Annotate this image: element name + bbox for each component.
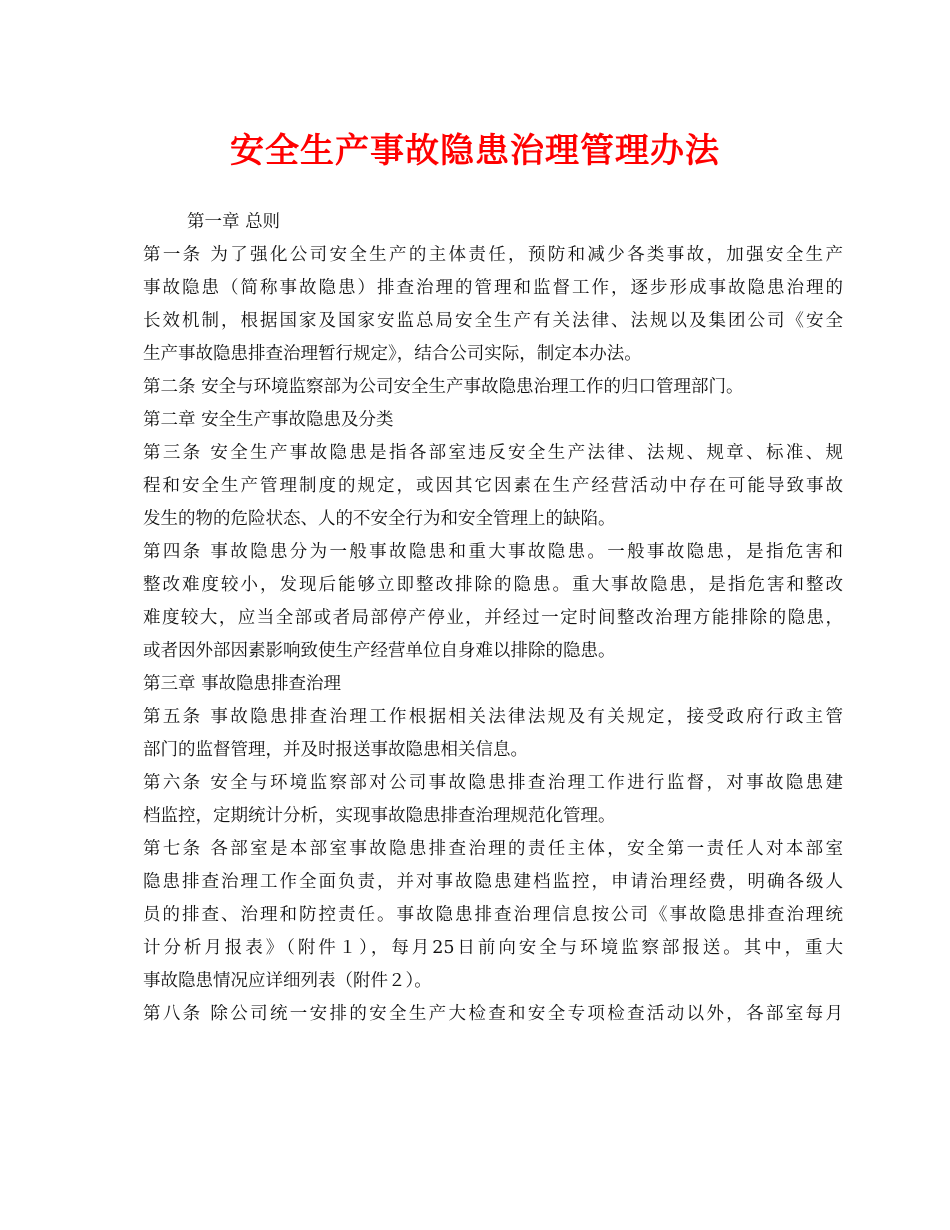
body-line: 整改难度较小，发现后能够立即整改排除的隐患。重大事故隐患，是指危害和整改 <box>143 575 843 595</box>
body-line: 第三章 事故隐患排查治理 <box>143 674 342 694</box>
body-line: 档监控，定期统计分析，实现事故隐患排查治理规范化管理。 <box>143 806 616 826</box>
body-line: 事故隐患情况应详细列表（附件２）。 <box>143 971 432 991</box>
body-line: 第二章 安全生产事故隐患及分类 <box>143 410 394 430</box>
body-line: 难度较大，应当全部或者局部停产停业，并经过一定时间整改治理方能排除的隐患， <box>143 608 843 628</box>
body-line: 员的排查、治理和防控责任。事故隐患排查治理信息按公司《事故隐患排查治理统 <box>143 905 843 925</box>
chapter-heading: 第一章 总则 <box>187 212 281 232</box>
body-line: 第四条 事故隐患分为一般事故隐患和重大事故隐患。一般事故隐患，是指危害和 <box>143 542 843 562</box>
body-line: 计分析月报表》（附件１），每月25日前向安全与环境监察部报送。其中，重大 <box>143 938 843 958</box>
body-line: 长效机制，根据国家及国家安监总局安全生产有关法律、法规以及集团公司《安全 <box>143 311 843 331</box>
body-line: 第二条 安全与环境监察部为公司安全生产事故隐患治理工作的归口管理部门。 <box>143 377 744 397</box>
body-line: 第五条 事故隐患排查治理工作根据相关法律法规及有关规定，接受政府行政主管 <box>143 707 843 727</box>
body-line: 第六条 安全与环境监察部对公司事故隐患排查治理工作进行监督，对事故隐患建 <box>143 773 843 793</box>
body-line: 第八条 除公司统一安排的安全生产大检查和安全专项检查活动以外，各部室每月 <box>143 1004 843 1024</box>
body-line: 或者因外部因素影响致使生产经营单位自身难以排除的隐患。 <box>143 641 616 661</box>
body-line: 程和安全生产管理制度的规定，或因其它因素在生产经营活动中存在可能导致事故 <box>143 476 843 496</box>
body-line: 部门的监督管理，并及时报送事故隐患相关信息。 <box>143 740 528 760</box>
body-line: 生产事故隐患排查治理暂行规定》，结合公司实际，制定本办法。 <box>143 344 642 364</box>
body-line: 隐患排查治理工作全面负责，并对事故隐患建档监控，申请治理经费，明确各级人 <box>143 872 843 892</box>
document-title: 安全生产事故隐患治理管理办法 <box>230 131 720 171</box>
body-line: 第七条 各部室是本部室事故隐患排查治理的责任主体，安全第一责任人对本部室 <box>143 839 843 859</box>
body-line: 事故隐患（简称事故隐患）排查治理的管理和监督工作，逐步形成事故隐患治理的 <box>143 278 843 298</box>
body-line: 发生的物的危险状态、人的不安全行为和安全管理上的缺陷。 <box>143 509 616 529</box>
document-body <box>143 206 843 1031</box>
body-line: 第三条 安全生产事故隐患是指各部室违反安全生产法律、法规、规章、标准、规 <box>143 443 843 463</box>
body-line: 第一条 为了强化公司安全生产的主体责任，预防和减少各类事故，加强安全生产 <box>143 245 843 265</box>
